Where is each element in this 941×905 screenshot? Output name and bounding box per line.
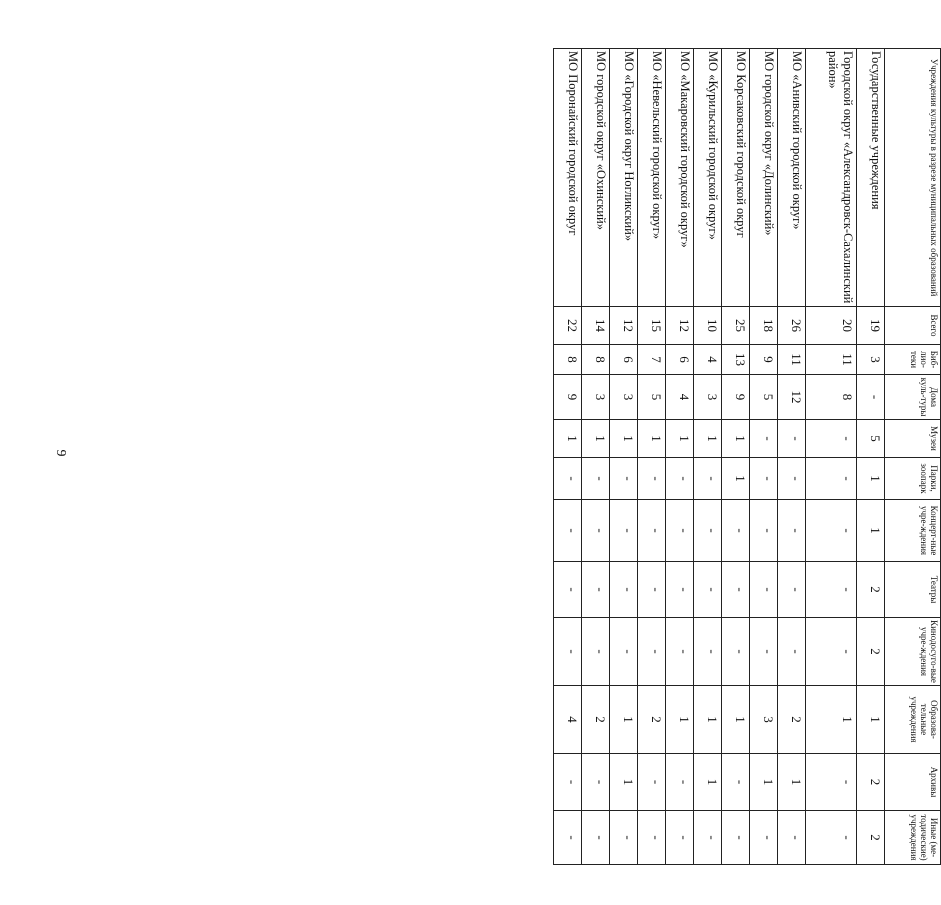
value-cell: -	[693, 500, 721, 562]
value-cell: 2	[777, 686, 805, 754]
value-cell: 2	[637, 686, 665, 754]
value-cell: 13	[721, 345, 749, 375]
value-cell: -	[637, 458, 665, 500]
value-cell: 9	[721, 375, 749, 420]
value-cell: 2	[857, 618, 885, 686]
row-name-cell: МО «Анивский городской округ»	[777, 49, 805, 307]
value-cell: -	[777, 500, 805, 562]
value-cell: 26	[777, 307, 805, 345]
value-cell: -	[721, 500, 749, 562]
table-row	[777, 49, 805, 865]
value-cell: -	[637, 618, 665, 686]
value-cell: 1	[721, 420, 749, 458]
value-cell: -	[693, 618, 721, 686]
value-cell: 1	[749, 754, 777, 811]
value-cell: -	[805, 618, 856, 686]
value-cell: -	[609, 811, 637, 865]
culture-institutions-table	[553, 48, 941, 865]
value-cell: 9	[749, 345, 777, 375]
table-row	[693, 49, 721, 865]
value-cell: 7	[637, 345, 665, 375]
value-cell: 1	[805, 686, 856, 754]
value-cell: -	[665, 562, 693, 618]
value-cell: -	[582, 562, 610, 618]
value-cell: -	[554, 754, 582, 811]
table-row	[582, 49, 610, 865]
value-cell: 8	[805, 375, 856, 420]
table-row	[554, 49, 582, 865]
value-cell: -	[721, 754, 749, 811]
value-cell: 4	[665, 375, 693, 420]
row-name-cell: МО «Курильский городской округ»	[693, 49, 721, 307]
page-number: 9	[53, 449, 68, 457]
value-cell: -	[665, 458, 693, 500]
row-name-cell: МО «Городской округ Ногликский»	[609, 49, 637, 307]
table-header-row	[885, 49, 941, 865]
value-cell: 1	[721, 686, 749, 754]
value-cell: -	[721, 562, 749, 618]
column-header: Кинодосуго-вые учре-ждения	[885, 618, 941, 686]
value-cell: 1	[609, 686, 637, 754]
value-cell: 1	[857, 686, 885, 754]
value-cell: 25	[721, 307, 749, 345]
value-cell: -	[609, 500, 637, 562]
column-header: Учреждения культуры в разрезе муниципальных образований	[885, 49, 941, 307]
value-cell: -	[805, 458, 856, 500]
value-cell: -	[749, 500, 777, 562]
value-cell: -	[777, 618, 805, 686]
value-cell: -	[665, 618, 693, 686]
value-cell: -	[749, 811, 777, 865]
value-cell: -	[805, 500, 856, 562]
value-cell: 2	[582, 686, 610, 754]
row-name-cell: Городской округ «Александровск-Сахалинский район»	[805, 49, 856, 307]
value-cell: 4	[554, 686, 582, 754]
value-cell: -	[609, 458, 637, 500]
row-name-cell: Государственные учреждения	[857, 49, 885, 307]
value-cell: -	[721, 811, 749, 865]
value-cell: -	[554, 500, 582, 562]
value-cell: -	[805, 420, 856, 458]
value-cell: 3	[609, 375, 637, 420]
value-cell: 3	[693, 375, 721, 420]
value-cell: -	[721, 618, 749, 686]
value-cell: 5	[637, 375, 665, 420]
value-cell: -	[777, 811, 805, 865]
value-cell: 1	[693, 420, 721, 458]
value-cell: 1	[777, 754, 805, 811]
value-cell: 1	[693, 754, 721, 811]
value-cell: 1	[857, 458, 885, 500]
column-header: Концерт-ные учре-ждения	[885, 500, 941, 562]
value-cell: -	[582, 811, 610, 865]
value-cell: -	[554, 562, 582, 618]
value-cell: 12	[777, 375, 805, 420]
row-name-cell: МО городской округ «Охинский»	[582, 49, 610, 307]
value-cell: -	[582, 458, 610, 500]
value-cell: -	[554, 458, 582, 500]
column-header: Иные (ме-тодические) учреждения	[885, 811, 941, 865]
value-cell: 11	[805, 345, 856, 375]
value-cell: 5	[857, 420, 885, 458]
column-header: Театры	[885, 562, 941, 618]
value-cell: -	[693, 562, 721, 618]
value-cell: -	[665, 500, 693, 562]
value-cell: 1	[857, 500, 885, 562]
value-cell: 3	[749, 686, 777, 754]
table-body	[554, 49, 885, 865]
value-cell: -	[805, 754, 856, 811]
value-cell: 20	[805, 307, 856, 345]
value-cell: -	[777, 420, 805, 458]
value-cell: 2	[857, 562, 885, 618]
value-cell: 4	[693, 345, 721, 375]
value-cell: 1	[721, 458, 749, 500]
column-header: Биб-лио-теки	[885, 345, 941, 375]
value-cell: 1	[609, 754, 637, 811]
value-cell: 18	[749, 307, 777, 345]
value-cell: 1	[554, 420, 582, 458]
value-cell: -	[637, 500, 665, 562]
value-cell: -	[777, 562, 805, 618]
value-cell: 8	[554, 345, 582, 375]
value-cell: 5	[749, 375, 777, 420]
column-header: Парки, зоопарк	[885, 458, 941, 500]
value-cell: 12	[609, 307, 637, 345]
value-cell: -	[637, 562, 665, 618]
column-header: Всего	[885, 307, 941, 345]
value-cell: 15	[637, 307, 665, 345]
value-cell: 12	[665, 307, 693, 345]
value-cell: 1	[665, 420, 693, 458]
table-row	[805, 49, 856, 865]
column-header: Архивы	[885, 754, 941, 811]
value-cell: 11	[777, 345, 805, 375]
value-cell: 22	[554, 307, 582, 345]
value-cell: -	[749, 562, 777, 618]
value-cell: 9	[554, 375, 582, 420]
value-cell: -	[582, 618, 610, 686]
table-row	[609, 49, 637, 865]
column-header: Дома куль-туры	[885, 375, 941, 420]
rotated-table-sheet	[553, 48, 941, 864]
value-cell: -	[805, 811, 856, 865]
value-cell: 10	[693, 307, 721, 345]
value-cell: -	[609, 562, 637, 618]
value-cell: 1	[665, 686, 693, 754]
value-cell: 3	[857, 345, 885, 375]
value-cell: 1	[637, 420, 665, 458]
value-cell: 1	[693, 686, 721, 754]
value-cell: 19	[857, 307, 885, 345]
table-row	[749, 49, 777, 865]
value-cell: 8	[582, 345, 610, 375]
value-cell: -	[665, 811, 693, 865]
value-cell: -	[554, 618, 582, 686]
row-name-cell: МО Поронайский городской округ	[554, 49, 582, 307]
value-cell: -	[637, 811, 665, 865]
table-row	[665, 49, 693, 865]
value-cell: -	[749, 458, 777, 500]
row-name-cell: МО «Невельский городской округ»	[637, 49, 665, 307]
value-cell: 2	[857, 754, 885, 811]
value-cell: 3	[582, 375, 610, 420]
value-cell: -	[749, 618, 777, 686]
value-cell: -	[693, 811, 721, 865]
value-cell: 2	[857, 811, 885, 865]
value-cell: -	[582, 754, 610, 811]
value-cell: -	[805, 562, 856, 618]
value-cell: 1	[609, 420, 637, 458]
value-cell: 1	[582, 420, 610, 458]
row-name-cell: МО городской округ «Долинский»	[749, 49, 777, 307]
value-cell: 14	[582, 307, 610, 345]
value-cell: -	[749, 420, 777, 458]
table-row	[637, 49, 665, 865]
value-cell: 6	[665, 345, 693, 375]
table-row	[857, 49, 885, 865]
value-cell: -	[665, 754, 693, 811]
value-cell: -	[554, 811, 582, 865]
row-name-cell: МО «Макаровский городской округ»	[665, 49, 693, 307]
value-cell: -	[693, 458, 721, 500]
row-name-cell: МО Корсаковский городской округ	[721, 49, 749, 307]
value-cell: -	[857, 375, 885, 420]
value-cell: -	[637, 754, 665, 811]
value-cell: -	[582, 500, 610, 562]
column-header: Образова-тельные учреждения	[885, 686, 941, 754]
table-row	[721, 49, 749, 865]
value-cell: -	[777, 458, 805, 500]
column-header: Музеи	[885, 420, 941, 458]
value-cell: -	[609, 618, 637, 686]
value-cell: 6	[609, 345, 637, 375]
